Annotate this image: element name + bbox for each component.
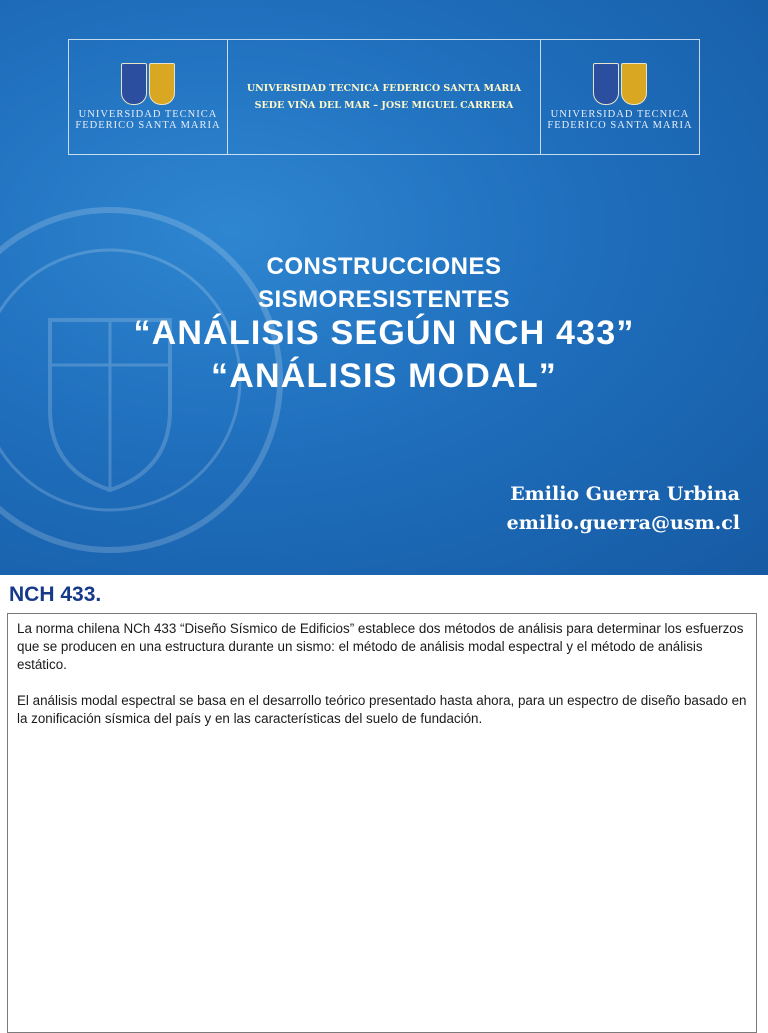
university-crest-icon xyxy=(593,63,647,105)
lecture-title-line2: “ANÁLISIS MODAL” xyxy=(211,357,557,395)
author-block xyxy=(507,480,740,538)
course-title-line2: SISMORESISTENTES xyxy=(257,286,511,313)
paragraph-2: El análisis modal espectral se basa en el desarrollo teórico presentado hasta ahora, para un espectro de diseño basado en la zonificación sísmica del país y en las características del suelo de fundación. xyxy=(17,693,747,726)
paragraph-1: La norma chilena NCh 433 “Diseño Sísmico de Edificios” establece dos métodos de análisis para determinar los esfuerzos que se producen en una estructura durante un sismo: el método de análisis modal espectral y el método de análisis estático. xyxy=(17,621,744,672)
course-title-line1: CONSTRUCCIONES xyxy=(266,253,502,280)
logo-right xyxy=(541,40,699,154)
course-title xyxy=(0,250,768,316)
header-center xyxy=(227,40,541,154)
author-email: emilio.guerra@usm.cl xyxy=(506,512,740,534)
logo-left xyxy=(69,40,227,154)
header-university: UNIVERSIDAD TECNICA FEDERICO SANTA MARIA xyxy=(246,83,522,94)
header-campus: SEDE VIÑA DEL MAR – JOSE MIGUEL CARRERA xyxy=(254,100,514,111)
logo-left-line2: FEDERICO SANTA MARIA xyxy=(75,120,221,131)
lecture-title xyxy=(0,312,768,398)
header-banner xyxy=(68,39,700,155)
logo-right-line1: UNIVERSIDAD TECNICA xyxy=(550,109,690,120)
logo-right-line2: FEDERICO SANTA MARIA xyxy=(547,120,693,131)
university-crest-icon xyxy=(121,63,175,105)
content-box xyxy=(7,613,757,1033)
slide-title: NCH 433. xyxy=(9,583,102,606)
content-slide xyxy=(0,575,768,1024)
lecture-title-line1: “ANÁLISIS SEGÚN NCH 433” xyxy=(133,314,635,352)
logo-left-line1: UNIVERSIDAD TECNICA xyxy=(78,109,218,120)
author-name: Emilio Guerra Urbina xyxy=(510,483,740,505)
